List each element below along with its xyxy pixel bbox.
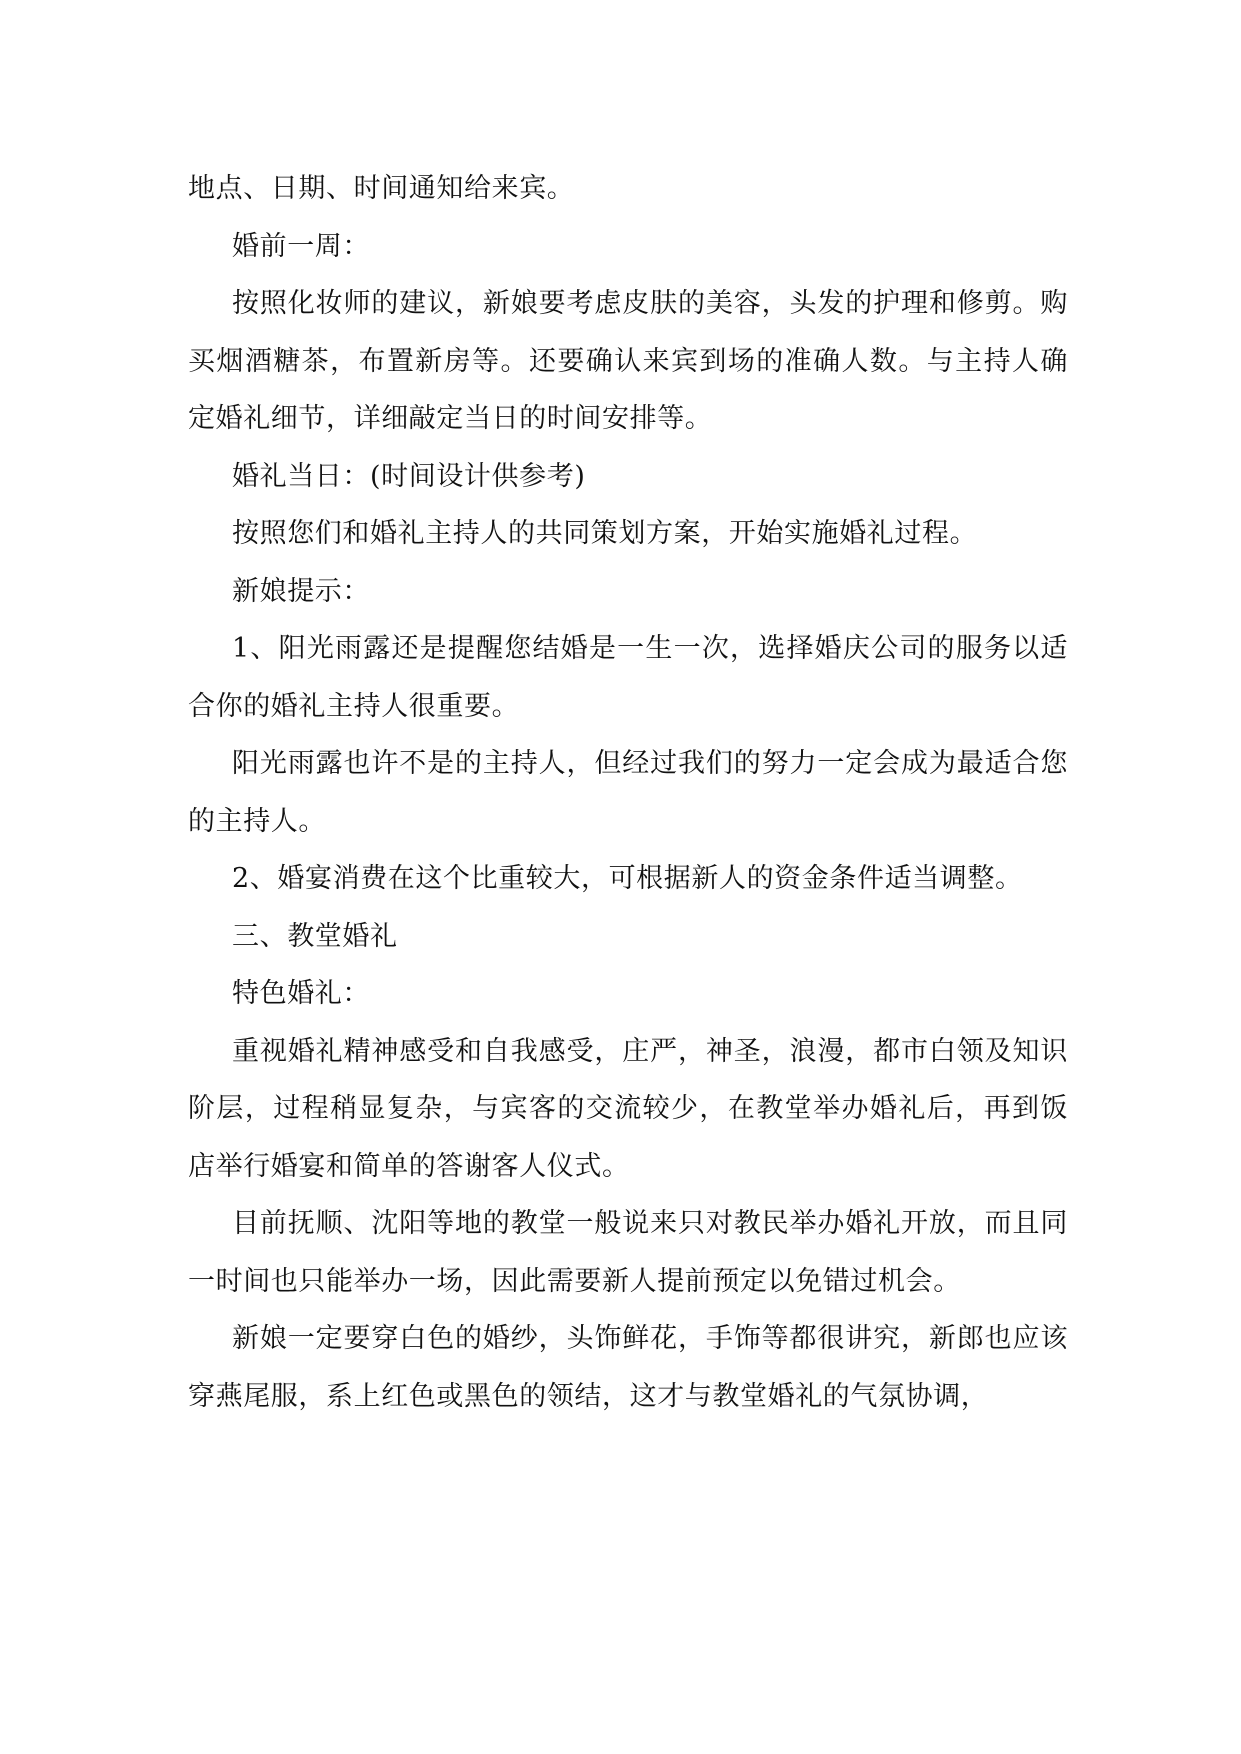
paragraph-makeup-advice: 按照化妆师的建议，新娘要考虑皮肤的美容，头发的护理和修剪。购买烟酒糖茶，布置新房等。还要确认来宾到场的准确人数。与主持人确定婚礼细节，详细敲定当日的时间安排等。 xyxy=(188,288,1068,434)
paragraph-host-promise: 阳光雨露也许不是的主持人，但经过我们的努力一定会成为最适合您的主持人。 xyxy=(188,748,1068,837)
heading-week-before: 婚前一周： xyxy=(232,230,370,262)
paragraph-notify-guests: 地点、日期、时间通知给来宾。 xyxy=(188,173,575,204)
paragraph-church-features: 重视婚礼精神感受和自我感受，庄严，神圣，浪漫，都市白领及知识阶层，过程稍显复杂，与宾客的交流较少，在教堂举办婚礼后，再到饭店举行婚宴和简单的答谢客人仪式。 xyxy=(188,1035,1068,1182)
paragraph-tip-2: 2、婚宴消费在这个比重较大，可根据新人的资金条件适当调整。 xyxy=(232,863,1023,894)
paragraph-church-booking: 目前抚顺、沈阳等地的教堂一般说来只对教民举办婚礼开放，而且同一时间也只能举办一场，因此需要新人提前预定以免错过机会。 xyxy=(188,1208,1068,1297)
paragraph-attire: 新娘一定要穿白色的婚纱，头饰鲜花，手饰等都很讲究，新郎也应该穿燕尾服，系上红色或黑色的领结，这才与教堂婚礼的气氛协调， xyxy=(188,1323,1068,1412)
heading-church-wedding: 三、教堂婚礼 xyxy=(232,920,398,952)
heading-bride-tips: 新娘提示： xyxy=(232,575,370,607)
document-body xyxy=(188,160,1068,1425)
heading-wedding-day: 婚礼当日：(时间设计供参考) xyxy=(232,460,586,492)
paragraph-tip-1: 1、阳光雨露还是提醒您结婚是一生一次，选择婚庆公司的服务以适合你的婚礼主持人很重要。 xyxy=(188,633,1068,722)
heading-special-wedding: 特色婚礼： xyxy=(232,978,370,1009)
paragraph-implement-plan: 按照您们和婚礼主持人的共同策划方案，开始实施婚礼过程。 xyxy=(232,518,978,549)
